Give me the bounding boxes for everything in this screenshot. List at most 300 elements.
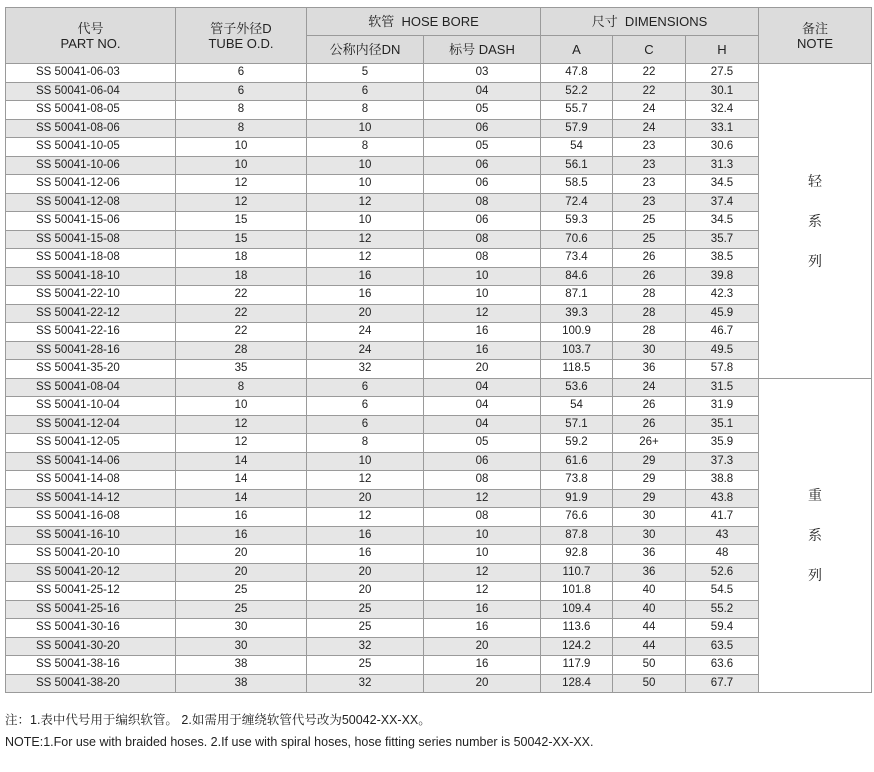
part-no-cell: SS 50041-14-06 xyxy=(6,452,176,471)
dim-h-cell: 43 xyxy=(686,526,759,545)
header-tube-en: TUBE O.D. xyxy=(208,35,274,51)
footnote-cn: 注：1.表中代号用于编织软管。 2.如需用于缠绕软管代号改为50042-XX-XX。 xyxy=(5,713,431,727)
footnote xyxy=(5,709,593,753)
dim-h-cell: 34.5 xyxy=(686,212,759,231)
table-row xyxy=(6,397,872,416)
header-dimensions: 尺寸 DIMENSIONS xyxy=(541,8,759,36)
table-row xyxy=(6,341,872,360)
dim-a-cell: 73.4 xyxy=(541,249,613,268)
dn-cell: 12 xyxy=(307,508,424,527)
dim-c-cell: 36 xyxy=(613,545,686,564)
dash-cell: 08 xyxy=(424,471,541,490)
part-no-cell: SS 50041-10-06 xyxy=(6,156,176,175)
tube-od-cell: 14 xyxy=(176,489,307,508)
dim-h-cell: 52.6 xyxy=(686,563,759,582)
dash-cell: 04 xyxy=(424,378,541,397)
part-no-cell: SS 50041-16-10 xyxy=(6,526,176,545)
series-note-cell xyxy=(759,378,872,693)
dn-cell: 16 xyxy=(307,545,424,564)
dim-a-cell: 110.7 xyxy=(541,563,613,582)
header-c: C xyxy=(613,36,686,64)
dim-c-cell: 29 xyxy=(613,471,686,490)
dim-c-cell: 26 xyxy=(613,267,686,286)
table-row xyxy=(6,267,872,286)
tube-od-cell: 6 xyxy=(176,64,307,83)
tube-od-cell: 38 xyxy=(176,656,307,675)
dim-h-cell: 45.9 xyxy=(686,304,759,323)
dash-cell: 04 xyxy=(424,415,541,434)
dim-h-cell: 59.4 xyxy=(686,619,759,638)
header-tube-od xyxy=(176,8,307,64)
table-row xyxy=(6,415,872,434)
dash-cell: 16 xyxy=(424,619,541,638)
dash-cell: 16 xyxy=(424,341,541,360)
dim-h-cell: 37.3 xyxy=(686,452,759,471)
dim-h-cell: 38.8 xyxy=(686,471,759,490)
tube-od-cell: 30 xyxy=(176,619,307,638)
dash-cell: 20 xyxy=(424,360,541,379)
dn-cell: 20 xyxy=(307,563,424,582)
dim-a-cell: 55.7 xyxy=(541,101,613,120)
dn-cell: 8 xyxy=(307,434,424,453)
table-row xyxy=(6,175,872,194)
part-no-cell: SS 50041-12-04 xyxy=(6,415,176,434)
part-no-cell: SS 50041-22-12 xyxy=(6,304,176,323)
part-no-cell: SS 50041-38-20 xyxy=(6,674,176,693)
dash-cell: 08 xyxy=(424,508,541,527)
dash-cell: 06 xyxy=(424,452,541,471)
dim-h-cell: 48 xyxy=(686,545,759,564)
dn-cell: 32 xyxy=(307,674,424,693)
dim-c-cell: 40 xyxy=(613,600,686,619)
dash-cell: 03 xyxy=(424,64,541,83)
dash-cell: 10 xyxy=(424,526,541,545)
header-dn: 公称内径DN xyxy=(307,36,424,64)
dn-cell: 6 xyxy=(307,82,424,101)
footnote-en: NOTE:1.For use with braided hoses. 2.If use with spiral hoses, hose fitting series number is 50042-XX-XX. xyxy=(5,735,594,749)
dash-cell: 06 xyxy=(424,119,541,138)
dash-cell: 08 xyxy=(424,193,541,212)
dim-a-cell: 59.2 xyxy=(541,434,613,453)
dash-cell: 06 xyxy=(424,156,541,175)
table-row xyxy=(6,156,872,175)
part-no-cell: SS 50041-06-04 xyxy=(6,82,176,101)
dim-h-cell: 32.4 xyxy=(686,101,759,120)
part-no-cell: SS 50041-10-05 xyxy=(6,138,176,157)
part-no-cell: SS 50041-35-20 xyxy=(6,360,176,379)
table-header xyxy=(6,8,872,64)
table-row xyxy=(6,64,872,83)
dn-cell: 6 xyxy=(307,415,424,434)
dim-h-cell: 43.8 xyxy=(686,489,759,508)
tube-od-cell: 28 xyxy=(176,341,307,360)
header-note xyxy=(759,8,872,64)
dn-cell: 32 xyxy=(307,360,424,379)
dim-a-cell: 57.9 xyxy=(541,119,613,138)
dash-cell: 12 xyxy=(424,489,541,508)
tube-od-cell: 15 xyxy=(176,212,307,231)
dim-a-cell: 47.8 xyxy=(541,64,613,83)
dash-cell: 04 xyxy=(424,397,541,416)
tube-od-cell: 16 xyxy=(176,508,307,527)
dim-c-cell: 25 xyxy=(613,212,686,231)
part-no-cell: SS 50041-08-06 xyxy=(6,119,176,138)
dim-h-cell: 35.1 xyxy=(686,415,759,434)
dash-cell: 20 xyxy=(424,674,541,693)
tube-od-cell: 12 xyxy=(176,175,307,194)
dim-a-cell: 59.3 xyxy=(541,212,613,231)
dim-a-cell: 54 xyxy=(541,138,613,157)
table-row xyxy=(6,508,872,527)
table-row xyxy=(6,286,872,305)
dim-h-cell: 41.7 xyxy=(686,508,759,527)
part-no-cell: SS 50041-20-10 xyxy=(6,545,176,564)
part-no-cell: SS 50041-14-12 xyxy=(6,489,176,508)
dim-a-cell: 117.9 xyxy=(541,656,613,675)
dim-a-cell: 53.6 xyxy=(541,378,613,397)
dim-h-cell: 31.5 xyxy=(686,378,759,397)
dim-h-cell: 34.5 xyxy=(686,175,759,194)
dim-a-cell: 124.2 xyxy=(541,637,613,656)
tube-od-cell: 25 xyxy=(176,600,307,619)
dim-a-cell: 128.4 xyxy=(541,674,613,693)
series-note-char: 列 xyxy=(808,252,822,269)
series-note-char: 列 xyxy=(808,567,822,584)
dim-c-cell: 23 xyxy=(613,138,686,157)
dim-a-cell: 39.3 xyxy=(541,304,613,323)
dash-cell: 05 xyxy=(424,138,541,157)
dash-cell: 16 xyxy=(424,323,541,342)
dim-h-cell: 63.6 xyxy=(686,656,759,675)
dim-a-cell: 56.1 xyxy=(541,156,613,175)
dn-cell: 6 xyxy=(307,378,424,397)
dash-cell: 16 xyxy=(424,656,541,675)
series-note-char: 重 xyxy=(808,487,822,504)
tube-od-cell: 15 xyxy=(176,230,307,249)
table-row xyxy=(6,489,872,508)
part-no-cell: SS 50041-12-08 xyxy=(6,193,176,212)
dim-h-cell: 31.3 xyxy=(686,156,759,175)
dim-c-cell: 22 xyxy=(613,82,686,101)
dim-c-cell: 28 xyxy=(613,286,686,305)
dim-c-cell: 50 xyxy=(613,674,686,693)
table-row xyxy=(6,360,872,379)
dn-cell: 12 xyxy=(307,230,424,249)
tube-od-cell: 18 xyxy=(176,249,307,268)
dn-cell: 10 xyxy=(307,212,424,231)
dash-cell: 12 xyxy=(424,304,541,323)
dn-cell: 20 xyxy=(307,489,424,508)
dn-cell: 16 xyxy=(307,526,424,545)
dim-h-cell: 49.5 xyxy=(686,341,759,360)
table-row xyxy=(6,434,872,453)
dim-c-cell: 24 xyxy=(613,101,686,120)
dim-h-cell: 63.5 xyxy=(686,637,759,656)
dash-cell: 20 xyxy=(424,637,541,656)
tube-od-cell: 8 xyxy=(176,378,307,397)
dn-cell: 16 xyxy=(307,286,424,305)
dn-cell: 10 xyxy=(307,119,424,138)
dim-c-cell: 40 xyxy=(613,582,686,601)
part-no-cell: SS 50041-15-06 xyxy=(6,212,176,231)
part-no-cell: SS 50041-18-08 xyxy=(6,249,176,268)
dim-c-cell: 36 xyxy=(613,563,686,582)
table-row xyxy=(6,637,872,656)
dim-c-cell: 50 xyxy=(613,656,686,675)
dim-h-cell: 31.9 xyxy=(686,397,759,416)
series-note-char: 系 xyxy=(808,212,822,229)
dim-h-cell: 67.7 xyxy=(686,674,759,693)
part-no-cell: SS 50041-15-08 xyxy=(6,230,176,249)
header-hose-bore: 软管 HOSE BORE xyxy=(307,8,541,36)
dim-a-cell: 118.5 xyxy=(541,360,613,379)
table-row xyxy=(6,674,872,693)
tube-od-cell: 20 xyxy=(176,563,307,582)
dash-cell: 10 xyxy=(424,267,541,286)
header-part-no xyxy=(6,8,176,64)
dash-cell: 10 xyxy=(424,545,541,564)
dim-h-cell: 57.8 xyxy=(686,360,759,379)
dim-c-cell: 30 xyxy=(613,341,686,360)
dash-cell: 05 xyxy=(424,434,541,453)
dim-c-cell: 26 xyxy=(613,397,686,416)
dim-a-cell: 72.4 xyxy=(541,193,613,212)
dash-cell: 16 xyxy=(424,600,541,619)
dn-cell: 12 xyxy=(307,471,424,490)
dash-cell: 08 xyxy=(424,249,541,268)
header-dash: 标号 DASH xyxy=(424,36,541,64)
dn-cell: 12 xyxy=(307,193,424,212)
table-row xyxy=(6,323,872,342)
dash-cell: 08 xyxy=(424,230,541,249)
header-tube-cn: 管子外径D xyxy=(210,20,272,36)
dim-c-cell: 24 xyxy=(613,378,686,397)
dn-cell: 5 xyxy=(307,64,424,83)
dn-cell: 25 xyxy=(307,619,424,638)
spec-table-container xyxy=(5,7,871,693)
tube-od-cell: 38 xyxy=(176,674,307,693)
dim-c-cell: 23 xyxy=(613,156,686,175)
table-row xyxy=(6,471,872,490)
tube-od-cell: 10 xyxy=(176,156,307,175)
table-row xyxy=(6,582,872,601)
table-row xyxy=(6,452,872,471)
dn-cell: 10 xyxy=(307,156,424,175)
dim-c-cell: 22 xyxy=(613,64,686,83)
tube-od-cell: 12 xyxy=(176,193,307,212)
header-h: H xyxy=(686,36,759,64)
dn-cell: 20 xyxy=(307,304,424,323)
series-note-cell xyxy=(759,64,872,379)
tube-od-cell: 25 xyxy=(176,582,307,601)
dn-cell: 10 xyxy=(307,175,424,194)
part-no-cell: SS 50041-14-08 xyxy=(6,471,176,490)
header-note-cn: 备注 xyxy=(801,20,828,36)
dim-a-cell: 113.6 xyxy=(541,619,613,638)
dim-a-cell: 103.7 xyxy=(541,341,613,360)
dim-c-cell: 25 xyxy=(613,230,686,249)
table-row xyxy=(6,656,872,675)
dn-cell: 16 xyxy=(307,267,424,286)
dim-a-cell: 101.8 xyxy=(541,582,613,601)
dim-a-cell: 52.2 xyxy=(541,82,613,101)
dash-cell: 12 xyxy=(424,582,541,601)
dim-c-cell: 28 xyxy=(613,323,686,342)
table-body xyxy=(6,64,872,693)
table-row xyxy=(6,119,872,138)
dim-a-cell: 100.9 xyxy=(541,323,613,342)
dim-h-cell: 30.6 xyxy=(686,138,759,157)
dim-c-cell: 30 xyxy=(613,526,686,545)
dim-h-cell: 33.1 xyxy=(686,119,759,138)
tube-od-cell: 22 xyxy=(176,304,307,323)
dn-cell: 20 xyxy=(307,582,424,601)
tube-od-cell: 16 xyxy=(176,526,307,545)
header-part-cn: 代号 xyxy=(77,20,104,36)
dim-h-cell: 37.4 xyxy=(686,193,759,212)
tube-od-cell: 30 xyxy=(176,637,307,656)
dash-cell: 10 xyxy=(424,286,541,305)
dim-c-cell: 26+ xyxy=(613,434,686,453)
table-row xyxy=(6,101,872,120)
dn-cell: 8 xyxy=(307,138,424,157)
tube-od-cell: 8 xyxy=(176,101,307,120)
dim-c-cell: 23 xyxy=(613,175,686,194)
part-no-cell: SS 50041-08-05 xyxy=(6,101,176,120)
part-no-cell: SS 50041-28-16 xyxy=(6,341,176,360)
dim-a-cell: 91.9 xyxy=(541,489,613,508)
dim-a-cell: 70.6 xyxy=(541,230,613,249)
table-row xyxy=(6,138,872,157)
part-no-cell: SS 50041-08-04 xyxy=(6,378,176,397)
dim-c-cell: 26 xyxy=(613,249,686,268)
dim-c-cell: 44 xyxy=(613,619,686,638)
dim-h-cell: 35.9 xyxy=(686,434,759,453)
dim-c-cell: 36 xyxy=(613,360,686,379)
table-row xyxy=(6,563,872,582)
dim-a-cell: 84.6 xyxy=(541,267,613,286)
tube-od-cell: 35 xyxy=(176,360,307,379)
fitting-spec-table xyxy=(5,7,872,693)
part-no-cell: SS 50041-12-06 xyxy=(6,175,176,194)
part-no-cell: SS 50041-30-20 xyxy=(6,637,176,656)
dim-a-cell: 57.1 xyxy=(541,415,613,434)
series-note-char: 轻 xyxy=(808,172,822,189)
dash-cell: 04 xyxy=(424,82,541,101)
tube-od-cell: 8 xyxy=(176,119,307,138)
dash-cell: 05 xyxy=(424,101,541,120)
dn-cell: 8 xyxy=(307,101,424,120)
part-no-cell: SS 50041-12-05 xyxy=(6,434,176,453)
tube-od-cell: 12 xyxy=(176,415,307,434)
tube-od-cell: 20 xyxy=(176,545,307,564)
dim-a-cell: 73.8 xyxy=(541,471,613,490)
dn-cell: 12 xyxy=(307,249,424,268)
dn-cell: 25 xyxy=(307,656,424,675)
part-no-cell: SS 50041-06-03 xyxy=(6,64,176,83)
dim-c-cell: 29 xyxy=(613,452,686,471)
dim-a-cell: 58.5 xyxy=(541,175,613,194)
dim-c-cell: 24 xyxy=(613,119,686,138)
dn-cell: 25 xyxy=(307,600,424,619)
table-row xyxy=(6,212,872,231)
table-row xyxy=(6,304,872,323)
part-no-cell: SS 50041-22-10 xyxy=(6,286,176,305)
tube-od-cell: 18 xyxy=(176,267,307,286)
dim-c-cell: 44 xyxy=(613,637,686,656)
dim-c-cell: 28 xyxy=(613,304,686,323)
dim-a-cell: 54 xyxy=(541,397,613,416)
dim-h-cell: 55.2 xyxy=(686,600,759,619)
part-no-cell: SS 50041-25-16 xyxy=(6,600,176,619)
dim-h-cell: 27.5 xyxy=(686,64,759,83)
dim-h-cell: 46.7 xyxy=(686,323,759,342)
part-no-cell: SS 50041-16-08 xyxy=(6,508,176,527)
dim-h-cell: 38.5 xyxy=(686,249,759,268)
tube-od-cell: 14 xyxy=(176,471,307,490)
table-row xyxy=(6,82,872,101)
dim-a-cell: 87.8 xyxy=(541,526,613,545)
header-note-en: NOTE xyxy=(796,35,834,51)
part-no-cell: SS 50041-38-16 xyxy=(6,656,176,675)
tube-od-cell: 10 xyxy=(176,138,307,157)
dim-h-cell: 42.3 xyxy=(686,286,759,305)
tube-od-cell: 22 xyxy=(176,323,307,342)
part-no-cell: SS 50041-25-12 xyxy=(6,582,176,601)
dn-cell: 6 xyxy=(307,397,424,416)
series-note-char: 系 xyxy=(808,527,822,544)
table-row xyxy=(6,193,872,212)
table-row xyxy=(6,526,872,545)
header-a: A xyxy=(541,36,613,64)
dn-cell: 10 xyxy=(307,452,424,471)
dn-cell: 32 xyxy=(307,637,424,656)
part-no-cell: SS 50041-20-12 xyxy=(6,563,176,582)
dim-a-cell: 92.8 xyxy=(541,545,613,564)
dn-cell: 24 xyxy=(307,341,424,360)
dash-cell: 06 xyxy=(424,212,541,231)
dim-c-cell: 26 xyxy=(613,415,686,434)
tube-od-cell: 6 xyxy=(176,82,307,101)
part-no-cell: SS 50041-30-16 xyxy=(6,619,176,638)
dim-c-cell: 30 xyxy=(613,508,686,527)
dim-h-cell: 35.7 xyxy=(686,230,759,249)
dim-a-cell: 87.1 xyxy=(541,286,613,305)
dim-c-cell: 23 xyxy=(613,193,686,212)
table-row xyxy=(6,600,872,619)
dash-cell: 12 xyxy=(424,563,541,582)
dim-h-cell: 54.5 xyxy=(686,582,759,601)
dim-a-cell: 76.6 xyxy=(541,508,613,527)
header-part-en: PART NO. xyxy=(60,35,121,51)
dim-a-cell: 61.6 xyxy=(541,452,613,471)
part-no-cell: SS 50041-22-16 xyxy=(6,323,176,342)
part-no-cell: SS 50041-18-10 xyxy=(6,267,176,286)
tube-od-cell: 12 xyxy=(176,434,307,453)
dash-cell: 06 xyxy=(424,175,541,194)
dim-a-cell: 109.4 xyxy=(541,600,613,619)
tube-od-cell: 10 xyxy=(176,397,307,416)
dim-h-cell: 39.8 xyxy=(686,267,759,286)
part-no-cell: SS 50041-10-04 xyxy=(6,397,176,416)
tube-od-cell: 14 xyxy=(176,452,307,471)
table-row xyxy=(6,230,872,249)
dim-c-cell: 29 xyxy=(613,489,686,508)
table-row xyxy=(6,378,872,397)
dim-h-cell: 30.1 xyxy=(686,82,759,101)
tube-od-cell: 22 xyxy=(176,286,307,305)
table-row xyxy=(6,249,872,268)
